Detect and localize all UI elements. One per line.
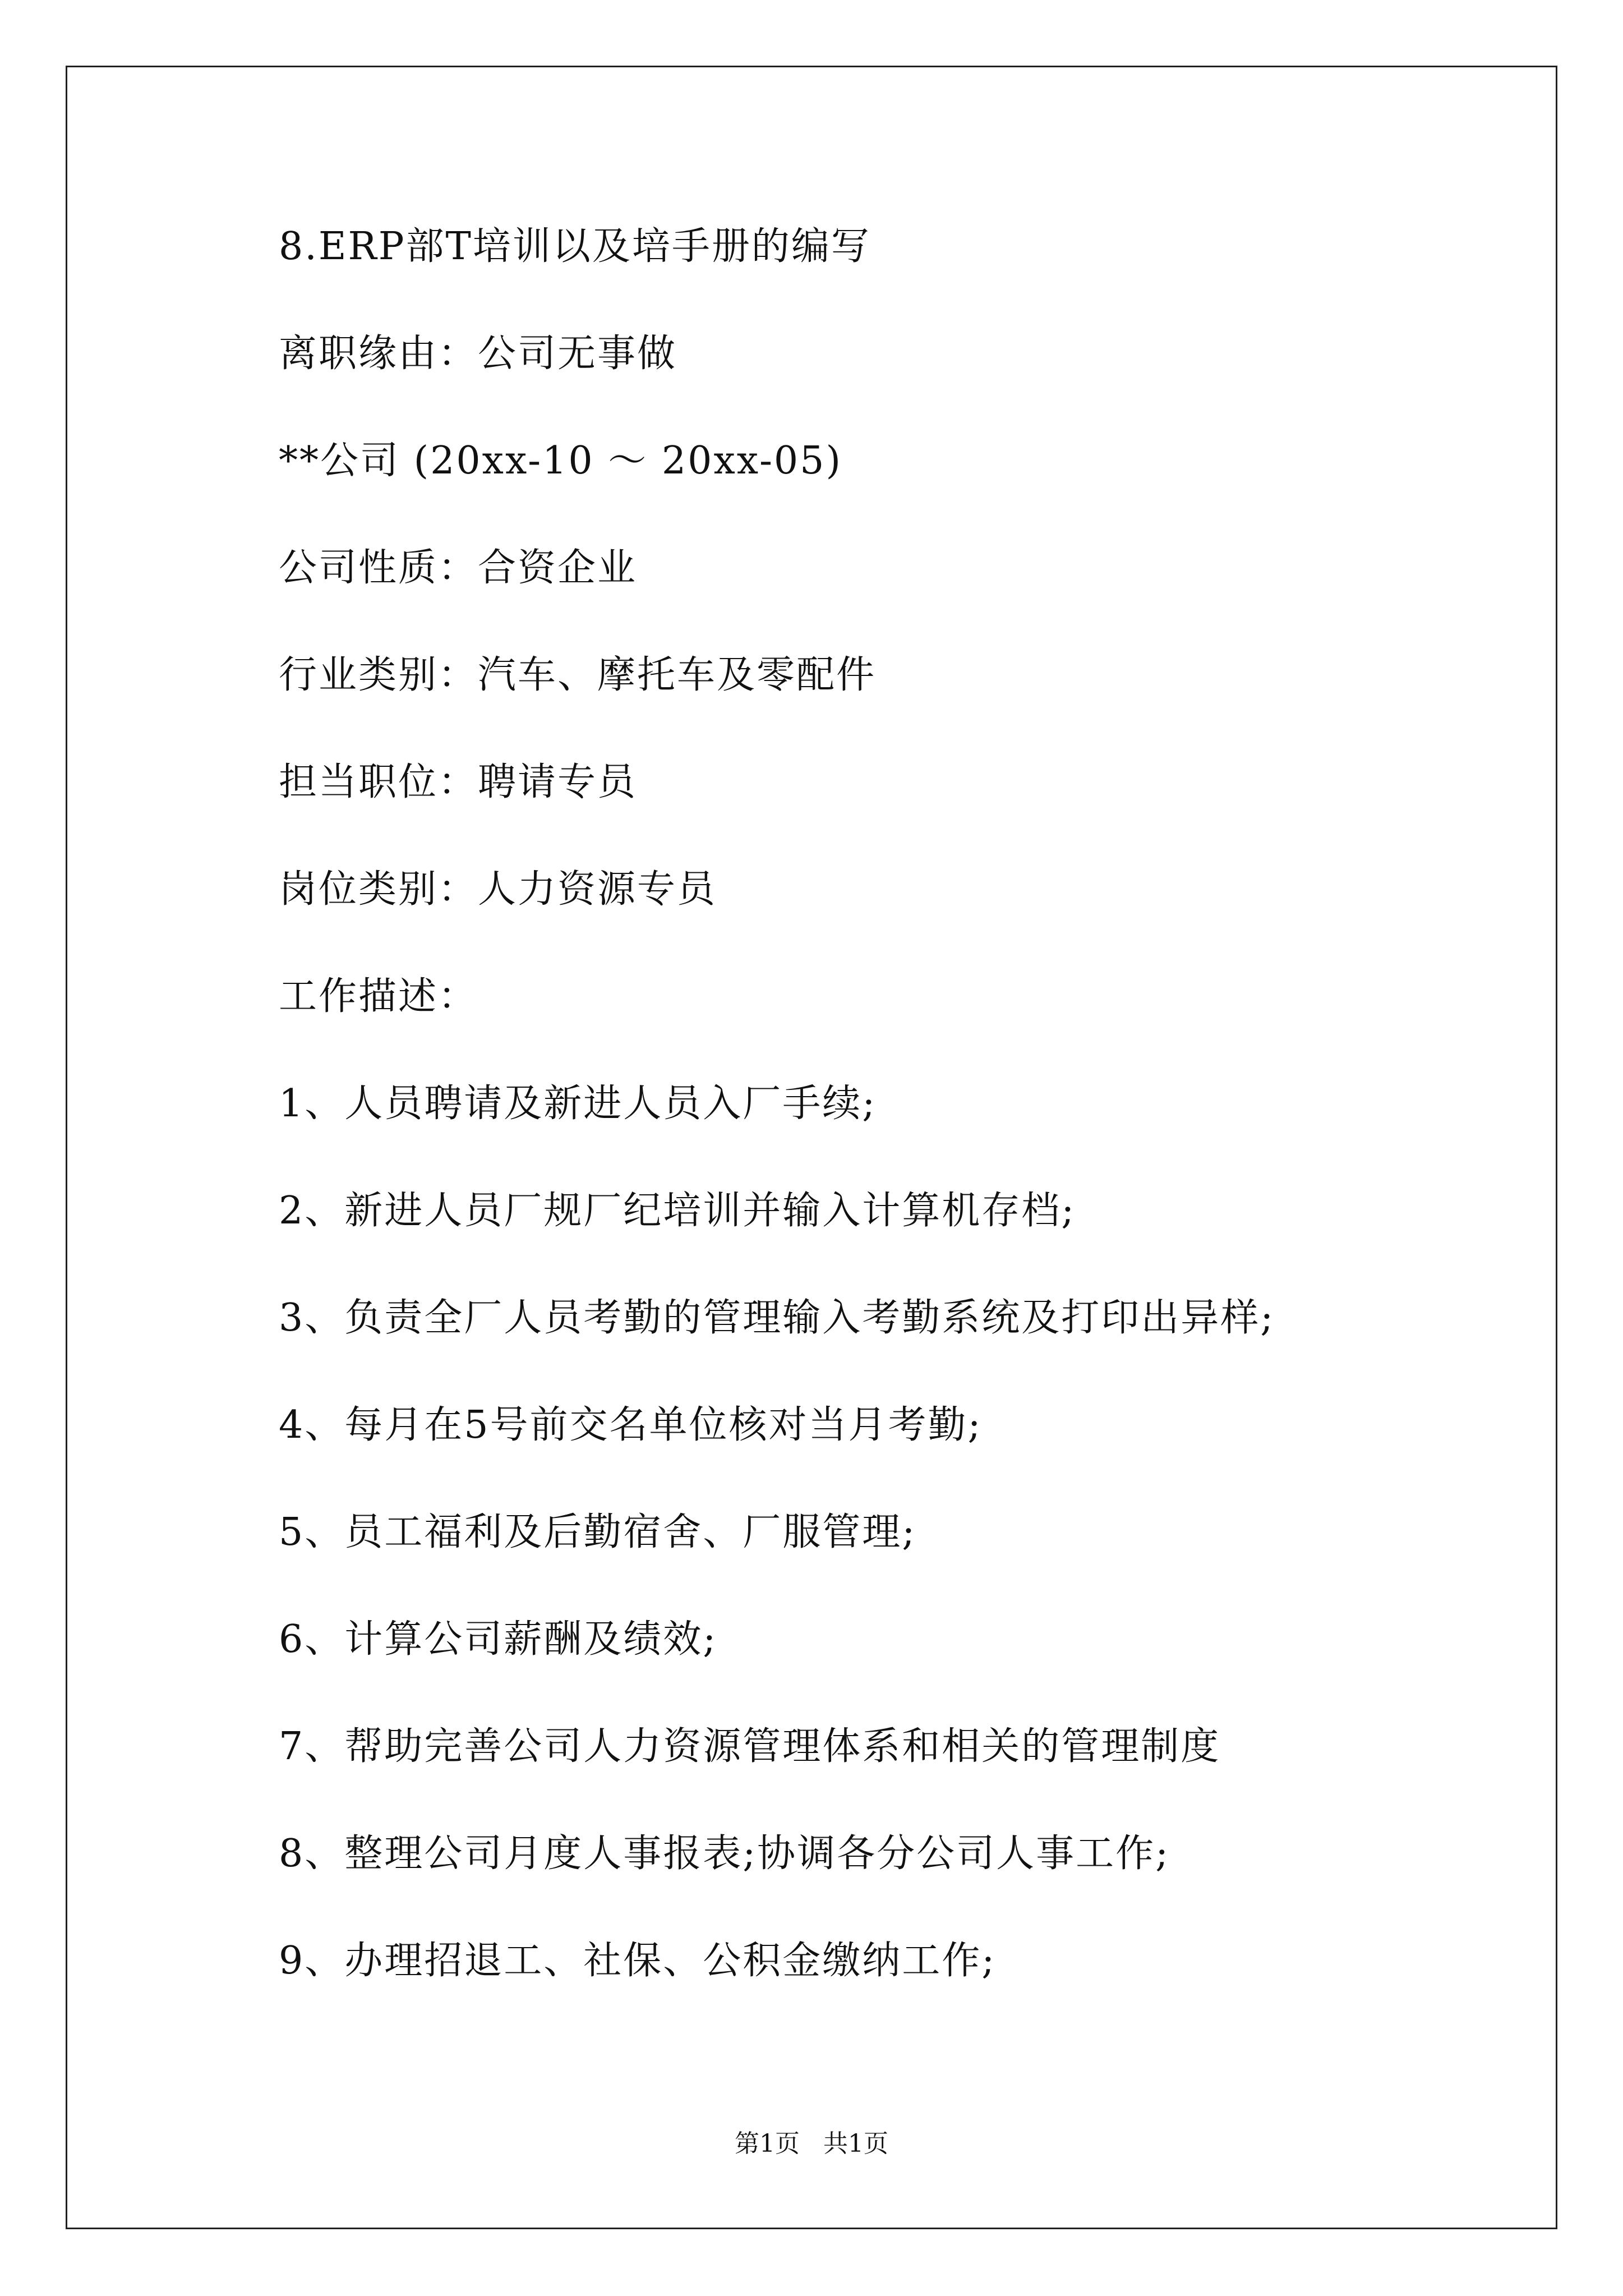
text-line: 行业类别：汽车、摩托车及零配件 [279, 653, 877, 697]
text-line: 8、整理公司月度人事报表;协调各分公司人事工作; [279, 1832, 1170, 1876]
text-line: 担当职位：聘请专员 [279, 760, 638, 804]
page-number-footer: 第1页 共1页 [735, 2129, 888, 2158]
text-line: 公司性质：合资企业 [279, 546, 638, 590]
text-line: 1、人员聘请及新进人员入厂手续; [279, 1082, 877, 1126]
text-line: 岗位类别：人力资源专员 [279, 867, 717, 912]
document-body [279, 222, 1468, 2043]
text-line: 4、每月在5号前交名单位核对当月考勤; [279, 1403, 983, 1447]
text-line: 工作描述： [279, 974, 478, 1019]
text-line: 5、员工福利及后勤宿舍、厂服管理; [279, 1510, 917, 1554]
text-line: 6、计算公司薪酬及绩效; [279, 1617, 718, 1662]
text-line: 离职缘由：公司无事做 [279, 332, 677, 376]
text-line: 8.ERP部T培训以及培手册的编写 [279, 224, 871, 269]
text-line: 2、新进人员厂规厂纪培训并输入计算机存档; [279, 1189, 1076, 1233]
text-line: 7、帮助完善公司人力资源管理体系和相关的管理制度 [279, 1724, 1221, 1769]
text-line: 3、负责全厂人员考勤的管理输入考勤系统及打印出异样; [279, 1296, 1275, 1340]
text-line: **公司 (20xx-10 ～ 20xx-05) [279, 439, 842, 483]
text-line: 9、办理招退工、社保、公积金缴纳工作; [279, 1939, 997, 1983]
